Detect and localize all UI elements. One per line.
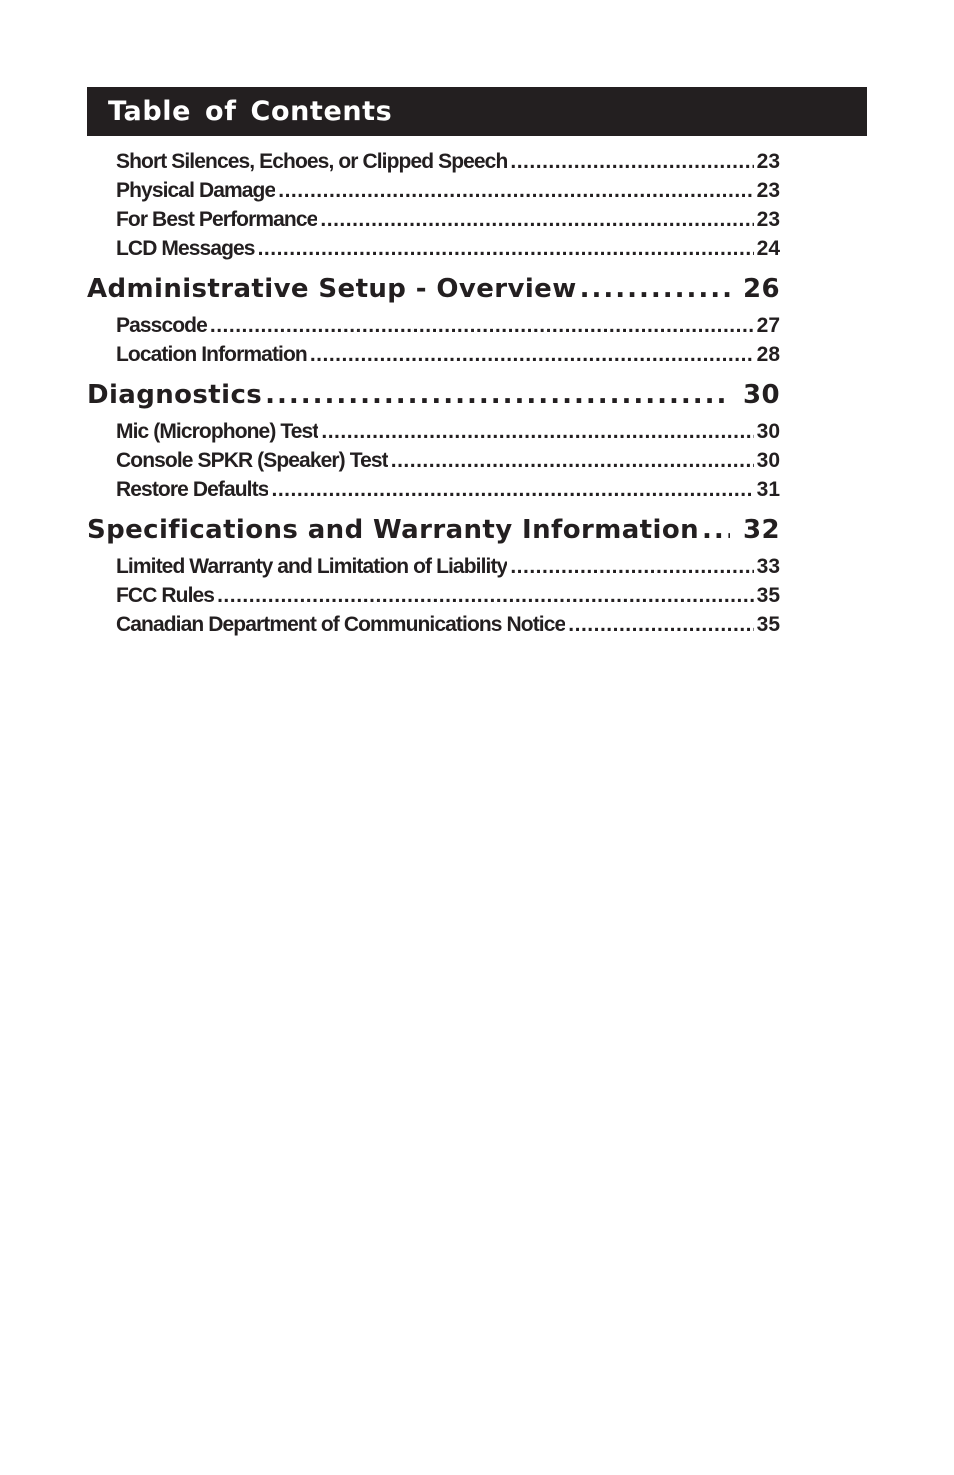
toc-entry-title: Location Information — [116, 343, 307, 366]
toc-entry-mic-test[interactable] — [87, 417, 780, 446]
toc-entry-page: 35 — [756, 584, 780, 607]
toc-entry-restore-defaults[interactable] — [87, 475, 780, 504]
toc-entry-fcc-rules[interactable] — [87, 581, 780, 610]
dot-leader — [217, 581, 754, 610]
dot-leader — [580, 267, 730, 311]
toc-entry-page: 28 — [756, 343, 780, 366]
toc-entry-title: FCC Rules — [116, 584, 215, 607]
dot-leader — [265, 373, 730, 417]
dot-leader — [510, 552, 753, 581]
toc-entry-title: Console SPKR (Speaker) Test — [116, 449, 388, 472]
toc-entry-title: Passcode — [116, 314, 207, 337]
toc-entry-title: For Best Performance — [116, 208, 318, 231]
toc-entry-best-performance[interactable] — [87, 205, 780, 234]
toc-entry-console-speaker-test[interactable] — [87, 446, 780, 475]
toc-entry-page: 33 — [756, 555, 780, 578]
toc-entry-limited-warranty[interactable] — [87, 552, 780, 581]
toc-entry-title: Limited Warranty and Limitation of Liability — [116, 555, 508, 578]
toc-entry-title: Mic (Microphone) Test — [116, 420, 319, 443]
toc-entry-page: 24 — [756, 237, 780, 260]
toc-section-heading[interactable] — [87, 508, 780, 552]
dot-leader — [210, 311, 754, 340]
toc-entry-title: Short Silences, Echoes, or Clipped Speech — [116, 150, 508, 173]
toc-entry-passcode[interactable] — [87, 311, 780, 340]
toc-entry-title: Restore Defaults — [116, 478, 269, 501]
toc-section-page: 30 — [743, 380, 780, 410]
dot-leader — [271, 475, 753, 504]
page-title: Table of Contents — [108, 96, 393, 127]
dot-leader — [258, 234, 754, 263]
toc-section-title: Administrative Setup - Overview — [87, 274, 577, 304]
toc-section-title: Specifications and Warranty Information — [87, 515, 699, 545]
toc-entry-page: 30 — [756, 420, 780, 443]
toc-entry-short-silences[interactable] — [87, 147, 780, 176]
toc-entry-page: 23 — [756, 150, 780, 173]
toc-section-diagnostics — [87, 373, 780, 508]
toc-entry-page: 23 — [756, 208, 780, 231]
dot-leader — [391, 446, 754, 475]
toc-entry-page: 31 — [756, 478, 780, 501]
dot-leader — [321, 417, 753, 446]
toc-section-specifications — [87, 508, 780, 643]
dot-leader — [310, 340, 754, 369]
toc-entry-page: 23 — [756, 179, 780, 202]
toc-entry-canadian-notice[interactable] — [87, 610, 780, 639]
toc-section-page: 32 — [743, 515, 780, 545]
dot-leader — [320, 205, 753, 234]
toc-entry-title: Physical Damage — [116, 179, 276, 202]
dot-leader — [510, 147, 753, 176]
toc-entry-page: 27 — [756, 314, 780, 337]
table-of-contents — [87, 147, 780, 643]
toc-entry-title: LCD Messages — [116, 237, 255, 260]
toc-section-title: Diagnostics — [87, 380, 263, 410]
toc-entry-lcd-messages[interactable] — [87, 234, 780, 263]
toc-section-page: 26 — [743, 274, 780, 304]
dot-leader — [278, 176, 753, 205]
toc-entry-page: 35 — [756, 613, 780, 636]
toc-entry-page: 30 — [756, 449, 780, 472]
toc-entry-physical-damage[interactable] — [87, 176, 780, 205]
toc-section-heading[interactable] — [87, 267, 780, 311]
toc-section-administrative-setup — [87, 267, 780, 373]
toc-section-heading[interactable] — [87, 373, 780, 417]
dot-leader — [568, 610, 753, 639]
toc-intro-group — [87, 147, 780, 267]
dot-leader — [702, 508, 730, 552]
toc-entry-location-information[interactable] — [87, 340, 780, 369]
toc-entry-title: Canadian Department of Communications Notice — [116, 613, 566, 636]
toc-header-bar — [87, 87, 867, 136]
